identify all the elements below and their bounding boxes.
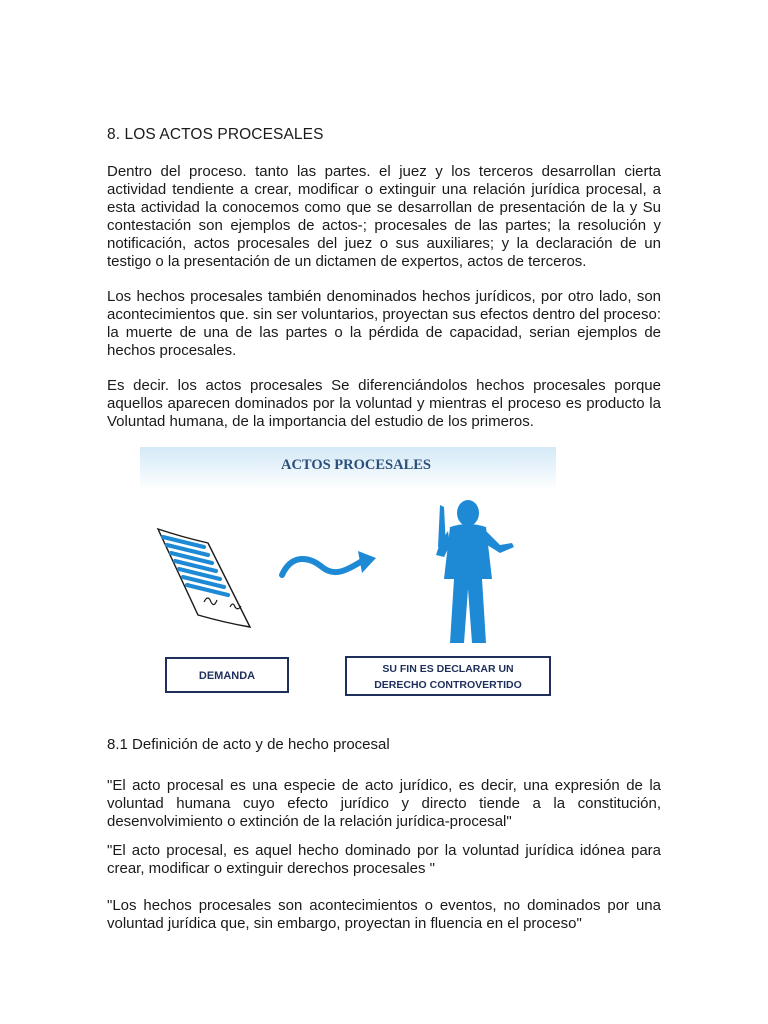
actos-procesales-figure [140,447,556,713]
demanda-box [166,658,288,692]
section-heading: 8. LOS ACTOS PROCESALES [107,126,324,143]
paragraph-diferencia: Es decir. los actos procesales Se diferenciándolos hechos procesales porque aquellos aparecen dominados por la voluntad y mientras el proceso es producto la Voluntad humana, de la importancia del estudio de los primeros. [107,377,661,430]
fin-box [346,657,550,695]
fin-label-line2: DERECHO CONTROVERTIDO [374,679,522,691]
subsection-heading: 8.1 Definición de acto y de hecho procesal [107,736,390,753]
paragraph-actos-procesales: Dentro del proceso. tanto las partes. el juez y los terceros desarrollan cierta actividad tendiente a crear, modificar o extinguir una relación jurídica procesal, a esta actividad la conocemos como que se desarrollan de presentación de la y Su contestación son ejemplos de actos-; procesales de las partes; la resolución y notificación, actos procesales del juez o sus auxiliares; y la declaración de un testigo o la presentación de un dictamen de expertos, actos de terceros. [107,163,661,270]
quote-acto-procesal-1: "El acto procesal es una especie de acto jurídico, es decir, una expresión de la voluntad humana cuyo efecto jurídico y directo tiende a la constitución, desenvolvimiento o extinción de la relación jurídica-procesal" [107,777,661,830]
quote-acto-procesal-2: "El acto procesal, es aquel hecho dominado por la voluntad jurídica idónea para crear, modificar o extinguir derechos procesales " [107,842,661,877]
demanda-label: DEMANDA [198,670,256,682]
figure-title: ACTOS PROCESALES [280,457,432,473]
paragraph-hechos-procesales: Los hechos procesales también denominados hechos jurídicos, por otro lado, son acontecimientos que. sin ser voluntarios, proyectan sus efectos dentro del proceso: la muerte de una de las partes o la pérdida de capacidad, serian ejemplos de hechos procesales. [107,288,661,359]
fin-label-line1: SU FIN ES DECLARAR UN [382,663,514,675]
quote-hechos-procesales: "Los hechos procesales son acontecimientos o eventos, no dominados por una voluntad jurídica que, sin embargo, proyectan in fluencia en el proceso" [107,897,661,932]
